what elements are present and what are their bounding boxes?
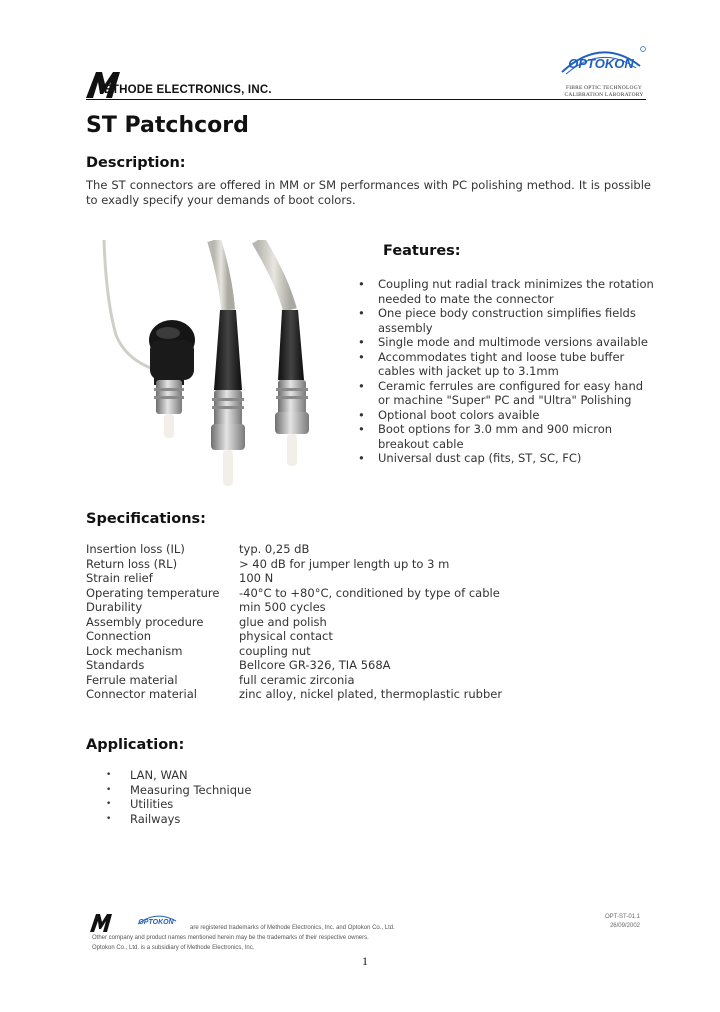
list-item: • Single mode and multimode versions available xyxy=(358,335,648,349)
specifications-heading: Specifications: xyxy=(86,511,206,527)
table-row: Standards Bellcore GR-326, TIA 568A xyxy=(86,658,391,672)
list-item: • Universal dust cap (fits, ST, SC, FC) xyxy=(358,451,582,465)
list-item: • Measuring Technique xyxy=(106,782,252,797)
list-item: • Utilities xyxy=(106,797,174,812)
bullet-icon: • xyxy=(358,422,365,436)
table-row: Operating temperature -40°C to +80°C, conditioned by type of cable xyxy=(86,585,500,600)
bullet-icon: • xyxy=(106,799,112,810)
bullet-icon: • xyxy=(358,378,365,393)
list-item: • One piece body construction simplifies fields assembly xyxy=(358,306,636,335)
optokon-logo-text: OPTOKON xyxy=(568,56,634,71)
bullet-icon: • xyxy=(106,784,112,795)
optokon-logo xyxy=(556,44,646,86)
footer-disclaimer-line: Other company and product names mentioned herein may be the trademarks of their respective owners. xyxy=(92,935,369,941)
bullet-icon: • xyxy=(358,349,365,364)
bullet-icon: • xyxy=(358,277,365,291)
list-item: • Optional boot colors avaible xyxy=(358,407,540,422)
bullet-icon: • xyxy=(106,770,112,780)
list-item: • Ceramic ferrules are configured for easy hand or machine "Super" PC and "Ultra" Polishing xyxy=(358,378,644,407)
document-id: OPT-ST-01.1 xyxy=(604,914,640,920)
patchcord-photo xyxy=(96,240,346,490)
list-item: • Coupling nut radial track minimizes the rotation needed to mate the connector xyxy=(358,277,654,306)
application-list xyxy=(100,768,251,826)
list-item: • Boot options for 3.0 mm and 900 micron breakout cable xyxy=(358,422,613,451)
bullet-icon: • xyxy=(358,451,365,465)
bullet-icon: • xyxy=(106,813,112,824)
table-row: Insertion loss (IL) typ. 0,25 dB xyxy=(86,542,310,556)
footer-trademark-line: are registered trademarks of Methode Electronics, Inc. and Optokon Co., Ltd. xyxy=(190,925,395,931)
footer-subsidiary-line: Optokon Co., Ltd. is a subsidiary of Methode Electronics, Inc. xyxy=(92,945,255,951)
company-name: ETHODE ELECTRONICS, INC. xyxy=(104,84,272,96)
page-title: ST Patchcord xyxy=(86,113,249,138)
bullet-icon: • xyxy=(358,407,365,422)
footer-logos xyxy=(90,912,185,934)
table-row: Ferrule material full ceramic zirconia xyxy=(86,672,355,687)
table-row: Connector material zinc alloy, nickel plated, thermoplastic rubber xyxy=(86,687,503,701)
features-list xyxy=(355,277,655,466)
header-rule xyxy=(86,99,646,100)
document-code xyxy=(580,913,640,931)
description-text: The ST connectors are offered in MM or SM performances with PC polishing method. It is possible to exadly specify your demands of boot colors. xyxy=(86,178,651,207)
table-row: Lock mechanism coupling nut xyxy=(86,643,311,658)
table-row: Strain relief 100 N xyxy=(86,571,274,585)
bullet-icon: • xyxy=(358,306,365,320)
connector-3 xyxy=(275,310,309,466)
list-item: • Accommodates tight and loose tube buffer cables with jacket up to 3.1mm xyxy=(358,349,625,378)
features-heading: Features: xyxy=(383,243,461,259)
document-date: 26/09/2002 xyxy=(609,923,640,929)
optokon-tagline-line1: FIBRE OPTIC TECHNOLOGY xyxy=(565,85,643,91)
optokon-tagline-line2: CALIBRATION LABORATORY xyxy=(564,92,644,98)
bullet-icon: • xyxy=(358,335,365,349)
description-heading: Description: xyxy=(86,155,186,171)
table-row: Connection physical contact xyxy=(86,629,333,643)
application-heading: Application: xyxy=(86,737,185,753)
footer-optokon-text: OPTOKON xyxy=(138,919,174,926)
specifications-table xyxy=(86,542,502,702)
connector-1 xyxy=(154,365,184,438)
table-row: Assembly procedure glue and polish xyxy=(86,614,327,629)
list-item: • LAN, WAN xyxy=(106,768,188,782)
list-item: • Railways xyxy=(106,811,181,826)
table-row: Durability min 500 cycles xyxy=(86,600,326,614)
optokon-tagline xyxy=(562,85,646,99)
table-row: Return loss (RL) > 40 dB for jumper length up to 3 m xyxy=(86,556,450,571)
connector-2 xyxy=(211,310,245,486)
page-number: 1 xyxy=(362,954,368,968)
